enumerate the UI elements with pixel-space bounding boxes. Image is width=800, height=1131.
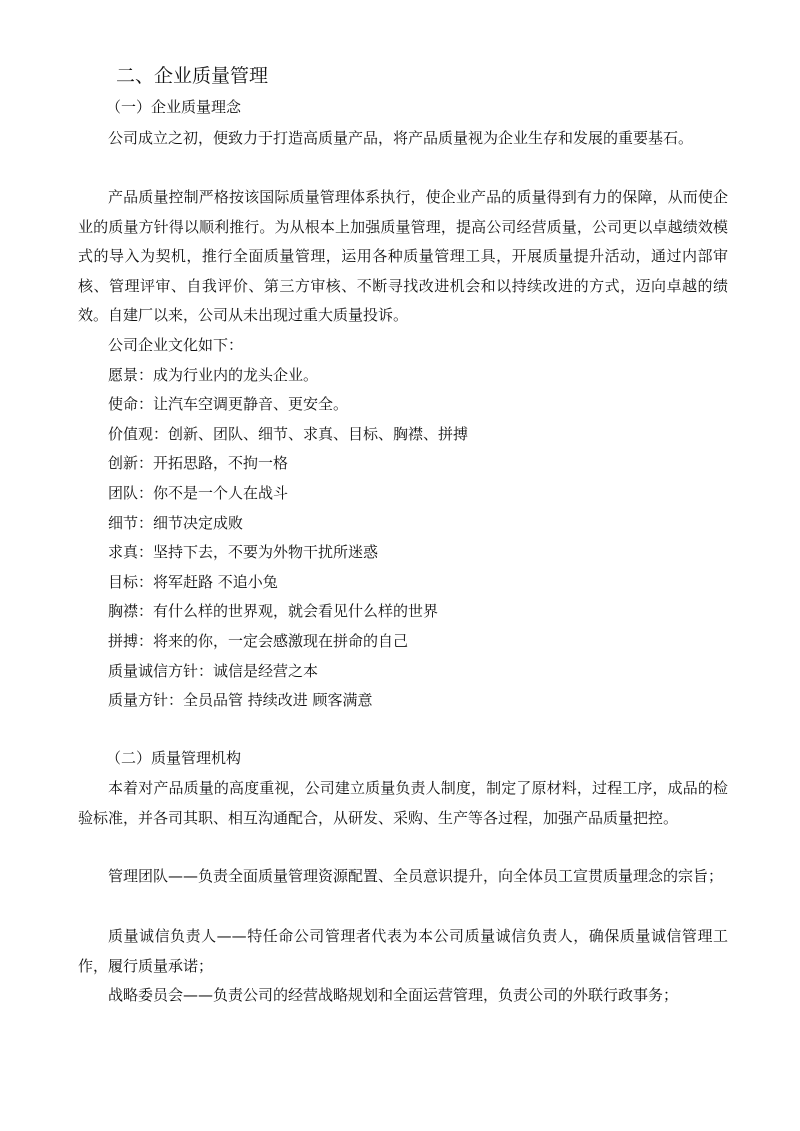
list-item: 愿景：成为行业内的龙头企业。 [108,365,319,384]
list-item: 质量方针：全员品管 持续改进 顾客满意 [108,691,373,710]
paragraph-quality-responsibility: 本着对产品质量的高度重视，公司建立质量负责人制度，制定了原材料，过程工序，成品的检验标准，并各司其职、相互沟通配合，从研发、采购、生产等各过程，加强产品质量把控。 [78,779,728,827]
list-item: 求真：坚持下去，不要为外物干扰所迷惑 [108,543,379,562]
list-item: 胸襟：有什么样的世界观，就会看见什么样的世界 [108,602,439,621]
list-item: 团队：你不是一个人在战斗 [108,483,289,502]
list-item: 细节：细节决定成败 [108,513,244,532]
list-item: 拼搏：将来的你，一定会感激现在拼命的自己 [108,631,409,650]
paragraph-quality-control: 产品质量控制严格按该国际质量管理体系执行，使企业产品的质量得到有力的保障，从而使企业的质量方针得以顺利推行。为从根本上加强质量管理，提高公司经营质量，公司更以卓越绩效模式的导入为契机，推行全面质量管理，运用各种质量管理工具，开展质量提升活动，通过内部审核、管理评审、自我评价、第三方审核、不断寻找改进机会和以持续改进的方式，迈向卓越的绩效。自建厂以来，公司从未出现过重大质量投诉。 [78,188,728,325]
list-item: 目标：将军赶路 不追小兔 [108,572,278,591]
subsection-heading-quality-org: （二）质量管理机构 [106,749,242,767]
list-item: 公司企业文化如下： [108,336,244,354]
list-item: 创新：开拓思路，不拘一格 [108,454,289,473]
subsection-heading-quality-concept: （一）企业质量理念 [106,98,242,116]
culture-list [108,331,468,716]
list-item: 质量诚信方针：诚信是经营之本 [108,661,319,680]
section-heading: 二、企业质量管理 [116,65,269,87]
paragraph-strategy-committee: 战略委员会——负责公司的经营战略规划和全面运营管理，负责公司的外联行政事务； [108,986,679,1004]
paragraph-quality-founding: 公司成立之初，便致力于打造高质量产品，将产品质量视为企业生存和发展的重要基石。 [108,129,694,147]
paragraph-management-team: 管理团队——负责全面质量管理资源配置、全员意识提升，向全体员工宣贯质量理念的宗旨； [108,867,724,885]
list-item: 使命：让汽车空调更静音、更安全。 [108,395,349,414]
list-item: 价值观：创新、团队、细节、求真、目标、胸襟、拼搏 [108,424,469,443]
paragraph-integrity-lead: 质量诚信负责人——特任命公司管理者代表为本公司质量诚信负责人，确保质量诚信管理工作，履行质量承诺； [78,927,728,975]
